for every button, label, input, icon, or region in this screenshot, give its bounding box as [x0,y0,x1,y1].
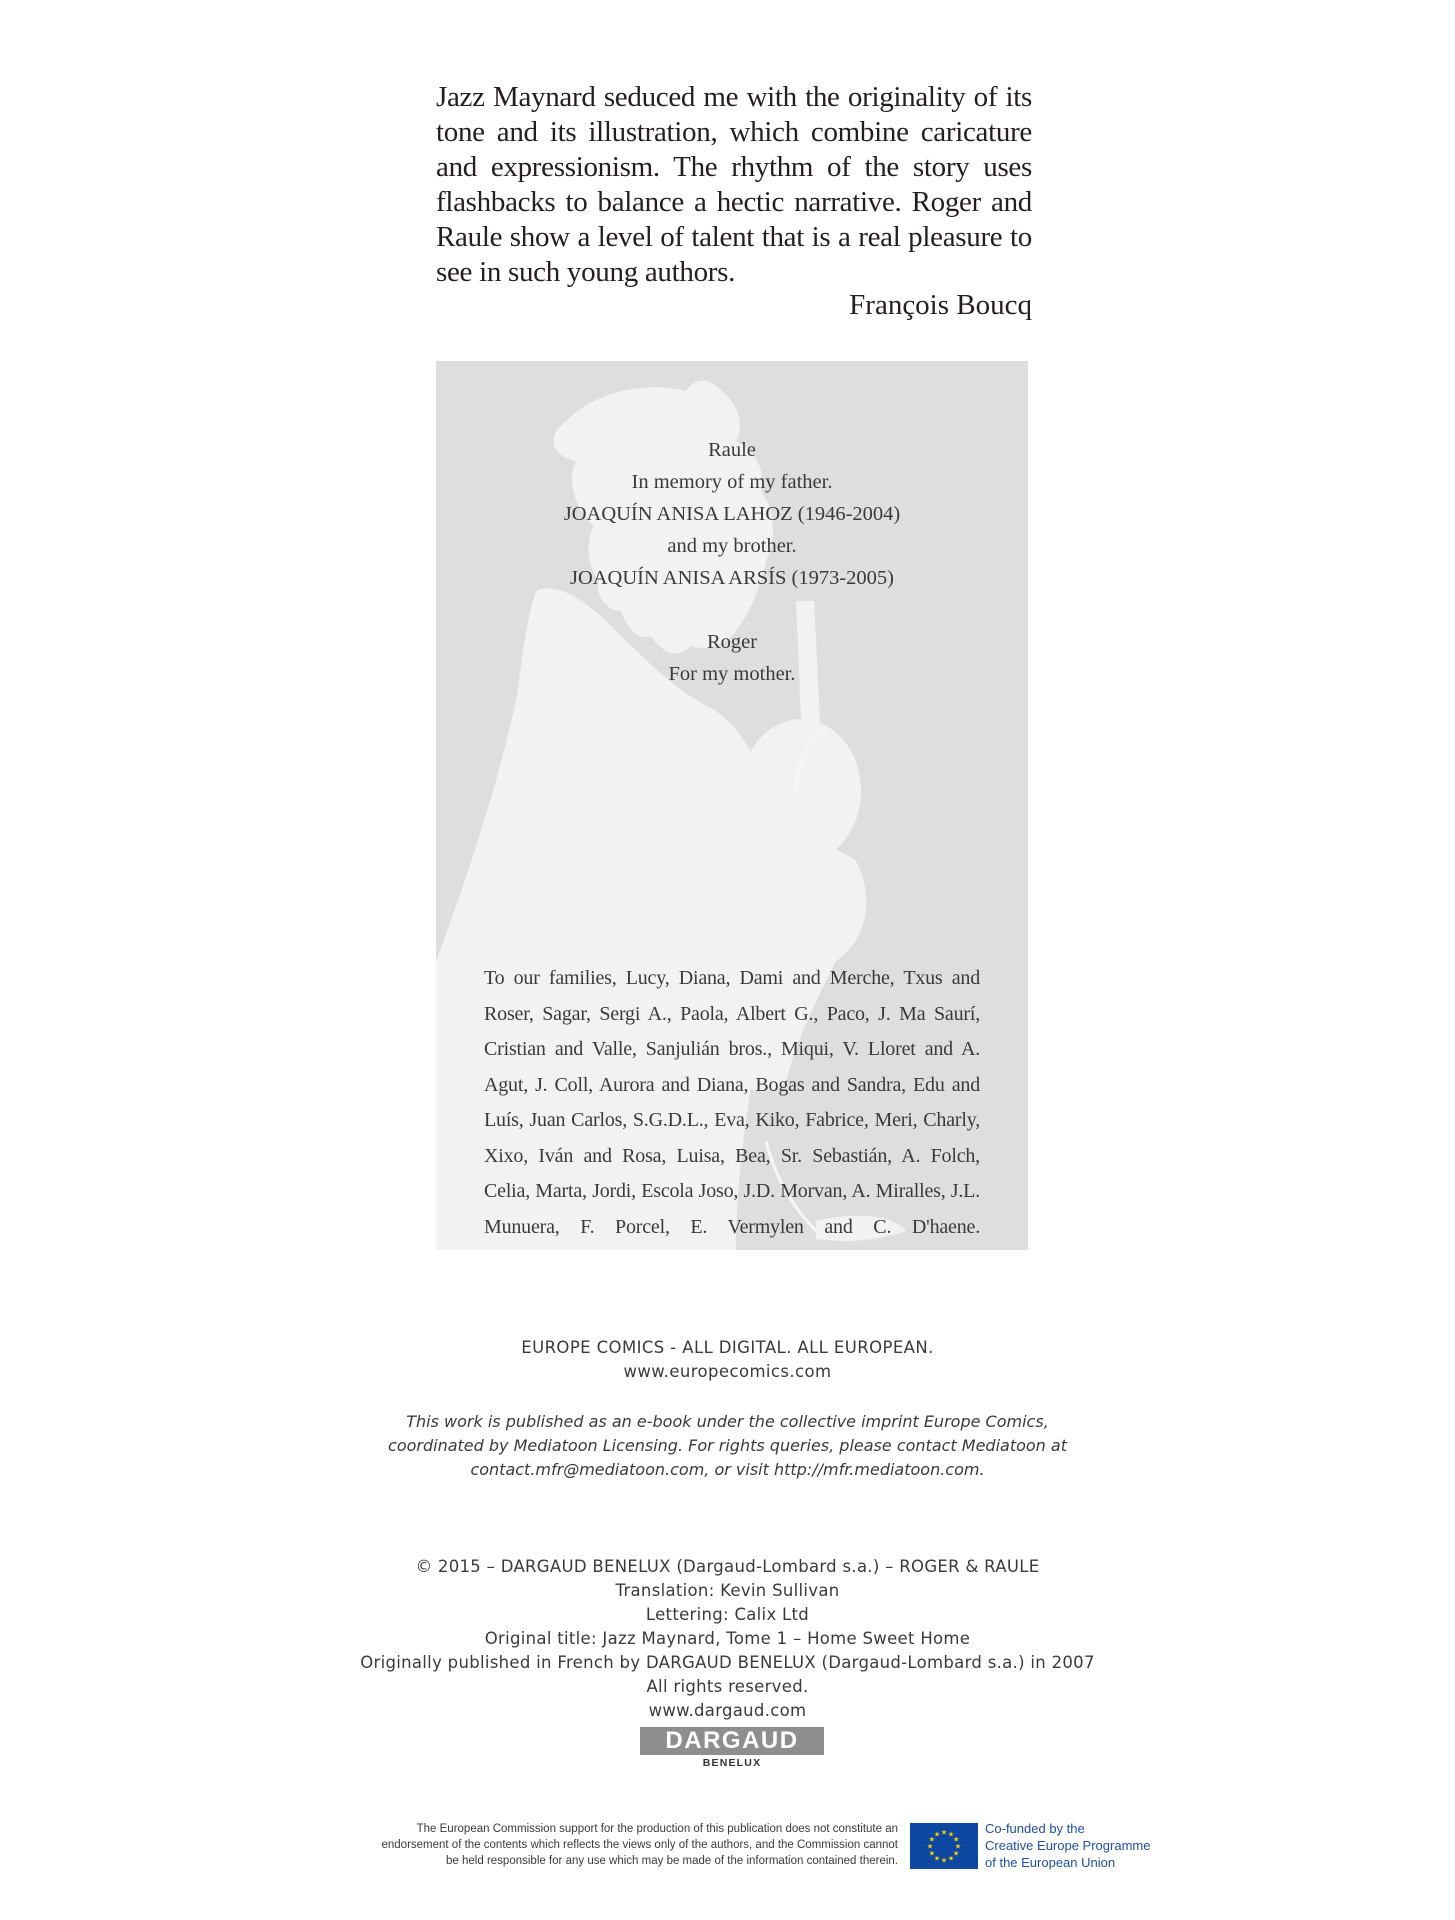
eu-star-icon: ★ [926,1842,934,1851]
dargaud-logo-subtitle: BENELUX [702,1757,762,1769]
eu-star-icon: ★ [928,1835,936,1844]
dargaud-website-link[interactable]: www.dargaud.com [648,1701,807,1720]
preface-quote: Jazz Maynard seduced me with the originality of its tone and its illustration, which combine caricature and expressionism. The rhythm of the story uses flashbacks to balance a hectic narrative. Roger and Raule show a level of talent that is a real pleasure to see in such young authors. [436,81,1032,288]
dedication-panel [436,361,1028,1250]
credit-line: Originally published in French by DARGAUD BENELUX (Dargaud-Lombard s.a.) in 2007 [360,1653,1095,1672]
cofunded-line: of the European Union [985,1855,1116,1870]
eu-star-icon: ★ [947,1854,955,1863]
cofunded-line: Creative Europe Programme [985,1838,1151,1853]
dedication-raule-line: and my brother. [667,535,797,557]
notice-line: contact.mfr@mediatoon.com, or visit http://mfr.mediatoon.com. [470,1460,985,1479]
credit-line: Lettering: Calix Ltd [645,1605,810,1624]
copyright-credits [0,1555,1455,1723]
credit-line: © 2015 – DARGAUD BENELUX (Dargaud-Lombard s.a.) – ROGER & RAULE [415,1557,1040,1576]
disclaimer-line: endorsement of the contents which reflects the views only of the authors, and the Commission cannot [381,1839,898,1851]
dedication-raule-line: In memory of my father. [631,471,833,493]
acknowledgements: To our families, Lucy, Diana, Dami and Merche, Txus and Roser, Sagar, Sergi A., Paola, Albert G., Paco, J. Ma Saurí, Cristian and Valle, Sanjulián bros., Miqui, V. Lloret and A. Agut, J. Coll, Aurora and Diana, Bogas and Sandra, Edu and Luís, Juan Carlos, S.G.D.L., Eva, Kiko, Fabrice, Meri, Charly, Xixo, Iván and Rosa, Luisa, Bea, Sr. Sebastián, A. Folch, Celia, Marta, Jordi, Escola Joso, J.D. Morvan, A. Miralles, J.L. Munuera, F. Porcel, E. Vermylen and C. D'haene. [484,967,980,1238]
eu-star-icon: ★ [952,1835,960,1844]
eu-star-icon: ★ [947,1830,955,1839]
notice-line: coordinated by Mediatoon Licensing. For rights queries, please contact Mediatoon at [388,1436,1067,1455]
credit-line: Translation: Kevin Sullivan [615,1581,840,1600]
dedication-raule-line: JOAQUÍN ANISA ARSÍS (1973-2005) [569,567,895,589]
publication-notice [0,1410,1455,1482]
credit-line: All rights reserved. [646,1677,809,1696]
eu-star-icon: ★ [928,1849,936,1858]
publisher-info [0,1336,1455,1384]
eu-star-icon: ★ [933,1830,941,1839]
disclaimer-line: be held responsible for any use which may be made of the information contained therein. [446,1855,898,1867]
cofunded-label [985,1820,1205,1871]
publisher-website-link[interactable]: www.europecomics.com [623,1362,832,1381]
dedication-raule-name: Raule [708,439,756,461]
publisher-tagline: EUROPE COMICS - ALL DIGITAL. ALL EUROPEAN. [521,1338,934,1357]
disclaimer-line: The European Commission support for the production of this publication does not constitute an [416,1823,898,1835]
eu-star-icon: ★ [954,1842,962,1851]
eu-star-icon: ★ [940,1828,948,1837]
eu-star-icon: ★ [940,1856,948,1865]
dargaud-logo-wordmark: DARGAUD [640,1727,824,1755]
cofunded-line: Co-funded by the [985,1821,1085,1836]
notice-line: This work is published as an e-book under the collective imprint Europe Comics, [406,1412,1049,1431]
dedication-text [436,434,1028,690]
eu-disclaimer [240,1821,898,1869]
eu-flag-icon [910,1823,978,1869]
dargaud-logo [640,1727,824,1769]
dedication-raule-line: JOAQUÍN ANISA LAHOZ (1946-2004) [563,503,901,525]
eu-star-icon: ★ [952,1849,960,1858]
quote-author: François Boucq [849,289,1032,321]
eu-stars-icon [910,1823,978,1869]
dedication-spacer [436,594,1028,626]
credit-line: Original title: Jazz Maynard, Tome 1 – Home Sweet Home [484,1629,971,1648]
dedication-roger-line: For my mother. [668,663,796,685]
eu-star-icon: ★ [933,1854,941,1863]
dedication-roger-name: Roger [706,631,758,653]
